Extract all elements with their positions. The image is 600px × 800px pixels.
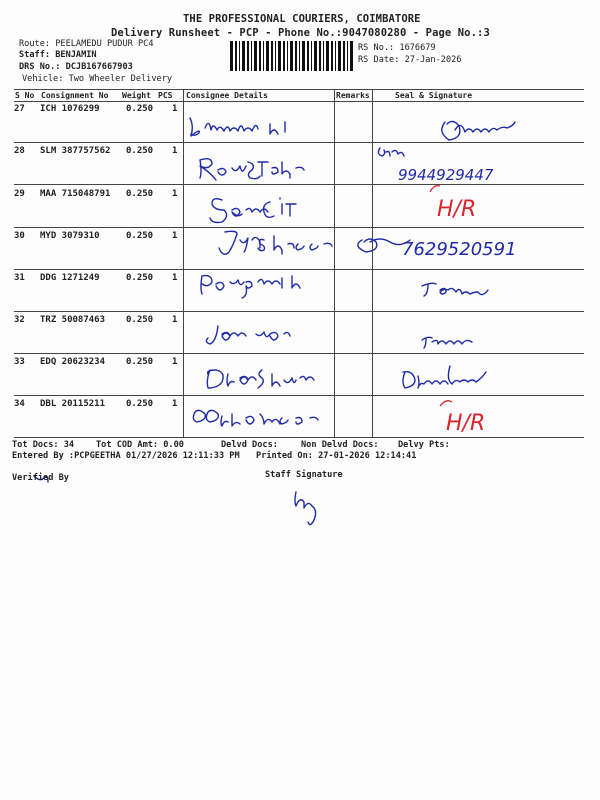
row-consignment: DBL 20115211 [40, 399, 106, 409]
printed-on: Printed On: 27-01-2026 12:14:41 [256, 451, 417, 461]
row-sno: 33 [14, 357, 25, 367]
handwritten-phone-row28: 9944929447 [398, 166, 494, 184]
row-pcs: 1 [172, 231, 178, 241]
row-weight: 0.250 [126, 231, 154, 241]
hr-mark-row34: H/R [446, 411, 486, 436]
row-weight: 0.250 [126, 146, 154, 156]
col-remarks-header: Remarks [336, 91, 370, 100]
row-pcs: 1 [172, 273, 178, 283]
row-sno: 30 [14, 231, 25, 241]
handwritten-phone-row30: 7629520591 [402, 239, 517, 260]
row-consignment: EDQ 20623234 [40, 357, 106, 367]
staff-label: Staff: BENJAMIN [19, 50, 97, 60]
row-consignment: SLM 387757562 [40, 146, 111, 156]
row-sno: 27 [14, 104, 25, 114]
rs-number: RS No.: 1676679 [358, 43, 436, 53]
row-weight: 0.250 [126, 399, 154, 409]
rs-date: RS Date: 27-Jan-2026 [358, 55, 462, 65]
row-consignment: MAA 715048791 [40, 189, 111, 199]
row-weight: 0.250 [126, 189, 154, 199]
delivery-points: Delvy Pts: [398, 440, 450, 450]
row-consignment: TRZ 50087463 [40, 315, 106, 325]
delivered-docs: Delvd Docs: [221, 440, 278, 450]
staff-signature-label: Staff Signature [265, 470, 343, 480]
row-sno: 31 [14, 273, 25, 283]
entered-by: Entered By :PCPGEETHA 01/27/2026 12:11:33 PM [12, 451, 240, 461]
total-docs: Tot Docs: 34 [12, 440, 75, 450]
runsheet-subtitle: Delivery Runsheet - PCP - Phone No.:9047080280 - Page No.:3 [111, 27, 490, 39]
row-pcs: 1 [172, 315, 178, 325]
row-pcs: 1 [172, 146, 178, 156]
route-label: Route: PEELAMEDU PUDUR PC4 [19, 39, 154, 49]
row-pcs: 1 [172, 189, 178, 199]
col-seal-header: Seal & Signature [395, 91, 473, 100]
row-weight: 0.250 [126, 315, 154, 325]
row-consignment: DDG 1271249 [40, 273, 100, 283]
row-sno: 29 [14, 189, 25, 199]
row-weight: 0.250 [126, 104, 154, 114]
hr-mark-row29: H/R [437, 197, 477, 222]
row-consignment: ICH 1076299 [40, 104, 100, 114]
verified-by-label: Verified By [12, 473, 69, 483]
col-sno-header: S No [15, 91, 35, 100]
col-consignee-header: Consignee Details [186, 91, 268, 100]
row-pcs: 1 [172, 104, 178, 114]
vehicle-label: Vehicle: Two Wheeler Delivery [22, 74, 173, 84]
drs-number: DRS No.: DCJB167667903 [19, 62, 133, 72]
row-consignment: MYD 3079310 [40, 231, 100, 241]
row-weight: 0.250 [126, 357, 154, 367]
row-sno: 32 [14, 315, 25, 325]
col-weight-header: Weight [122, 91, 151, 100]
company-name: THE PROFESSIONAL COURIERS, COIMBATORE [183, 13, 421, 25]
non-delivered-docs: Non Delvd Docs: [301, 440, 379, 450]
col-pcs-header: PCS [158, 91, 173, 100]
row-pcs: 1 [172, 357, 178, 367]
row-pcs: 1 [172, 399, 178, 409]
row-sno: 34 [14, 399, 25, 409]
col-consignment-header: Consignment No [41, 91, 109, 100]
row-sno: 28 [14, 146, 25, 156]
row-weight: 0.250 [126, 273, 154, 283]
total-cod-amount: Tot COD Amt: 0.00 [96, 440, 184, 450]
